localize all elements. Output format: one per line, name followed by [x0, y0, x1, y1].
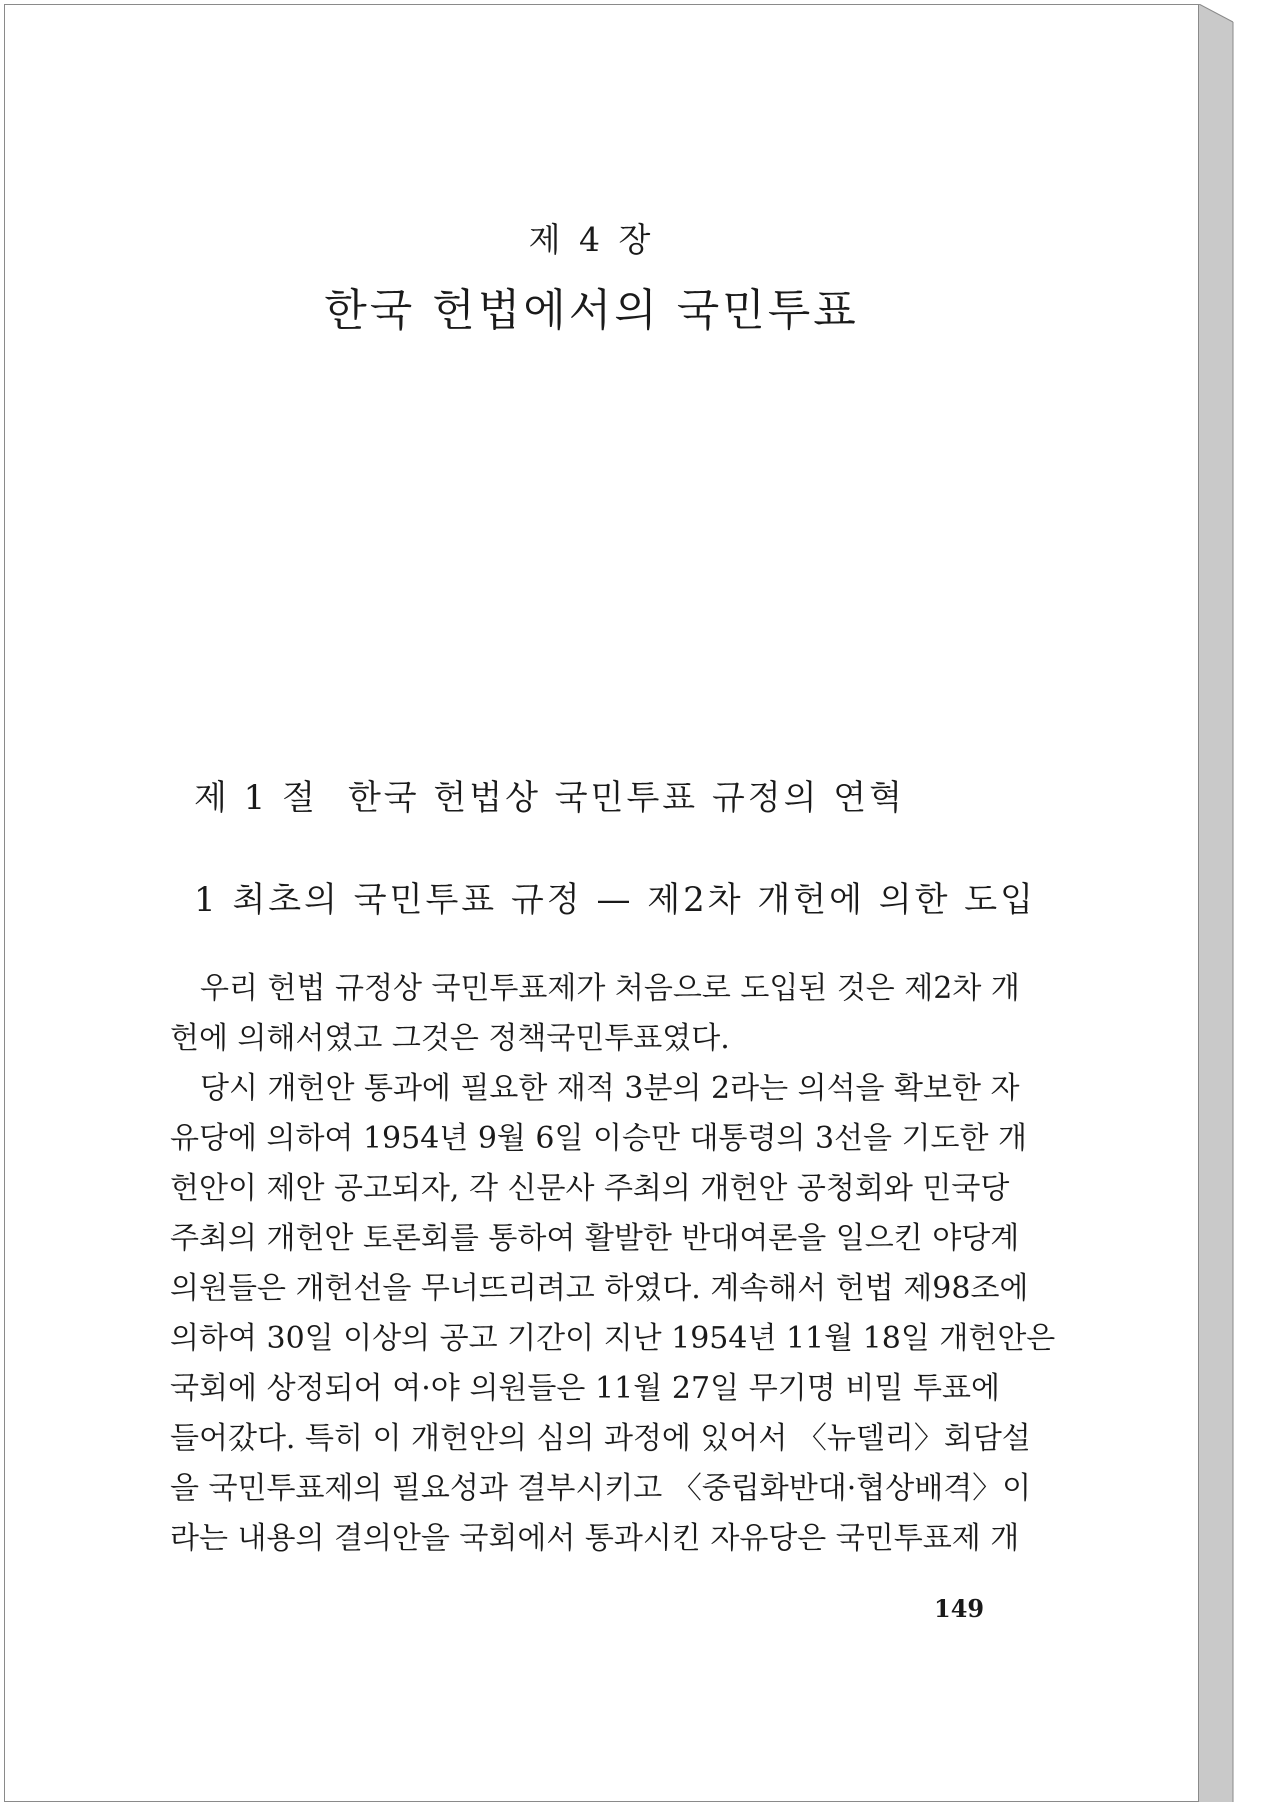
section-number: 제 1 절: [194, 778, 318, 818]
body-line: 의하여 30일 이상의 공고 기간이 지난 1954년 11월 18일 개헌안은: [170, 1321, 1056, 1356]
body-line: 국회에 상정되어 여·야 의원들은 11월 27일 무기명 비밀 투표에: [170, 1371, 1000, 1406]
body-line: 헌에 의해서였고 그것은 정책국민투표였다.: [170, 1021, 730, 1056]
body-line: 당시 개헌안 통과에 필요한 재적 3분의 2라는 의석을 확보한 자: [200, 1071, 1020, 1106]
body-line: 을 국민투표제의 필요성과 결부시키고 〈중립화반대·협상배격〉이: [170, 1471, 1032, 1506]
body-line: 유당에 의하여 1954년 9월 6일 이승만 대통령의 3선을 기도한 개: [170, 1121, 1027, 1156]
chapter-title: 한국 헌법에서의 국민투표: [324, 285, 859, 336]
body-line: 주최의 개헌안 토론회를 통하여 활발한 반대여론을 일으킨 야당계: [170, 1221, 1020, 1256]
chapter-number: 제 4 장: [528, 220, 655, 259]
body-line: 라는 내용의 결의안을 국회에서 통과시킨 자유당은 국민투표제 개: [170, 1521, 1020, 1556]
page-content: [4, 4, 1199, 1802]
subsection-heading: 1 최초의 국민투표 규정 — 제2차 개헌에 의한 도입: [194, 880, 1036, 920]
body-line: 의원들은 개헌선을 무너뜨리려고 하였다. 계속해서 헌법 제98조에: [170, 1271, 1029, 1306]
body-line: 우리 헌법 규정상 국민투표제가 처음으로 도입된 것은 제2차 개: [200, 971, 1020, 1006]
body-line: 헌안이 제안 공고되자, 각 신문사 주최의 개헌안 공청회와 민국당: [170, 1171, 1010, 1206]
page-number: 149: [934, 1594, 985, 1623]
body-line: 들어갔다. 특히 이 개헌안의 심의 과정에 있어서 〈뉴델리〉회담설: [170, 1421, 1031, 1456]
body-text: [170, 964, 1056, 1564]
section-title: 한국 헌법상 국민투표 규정의 연혁: [347, 778, 905, 818]
page-edge: [1199, 4, 1239, 1802]
section-heading: [194, 770, 905, 819]
